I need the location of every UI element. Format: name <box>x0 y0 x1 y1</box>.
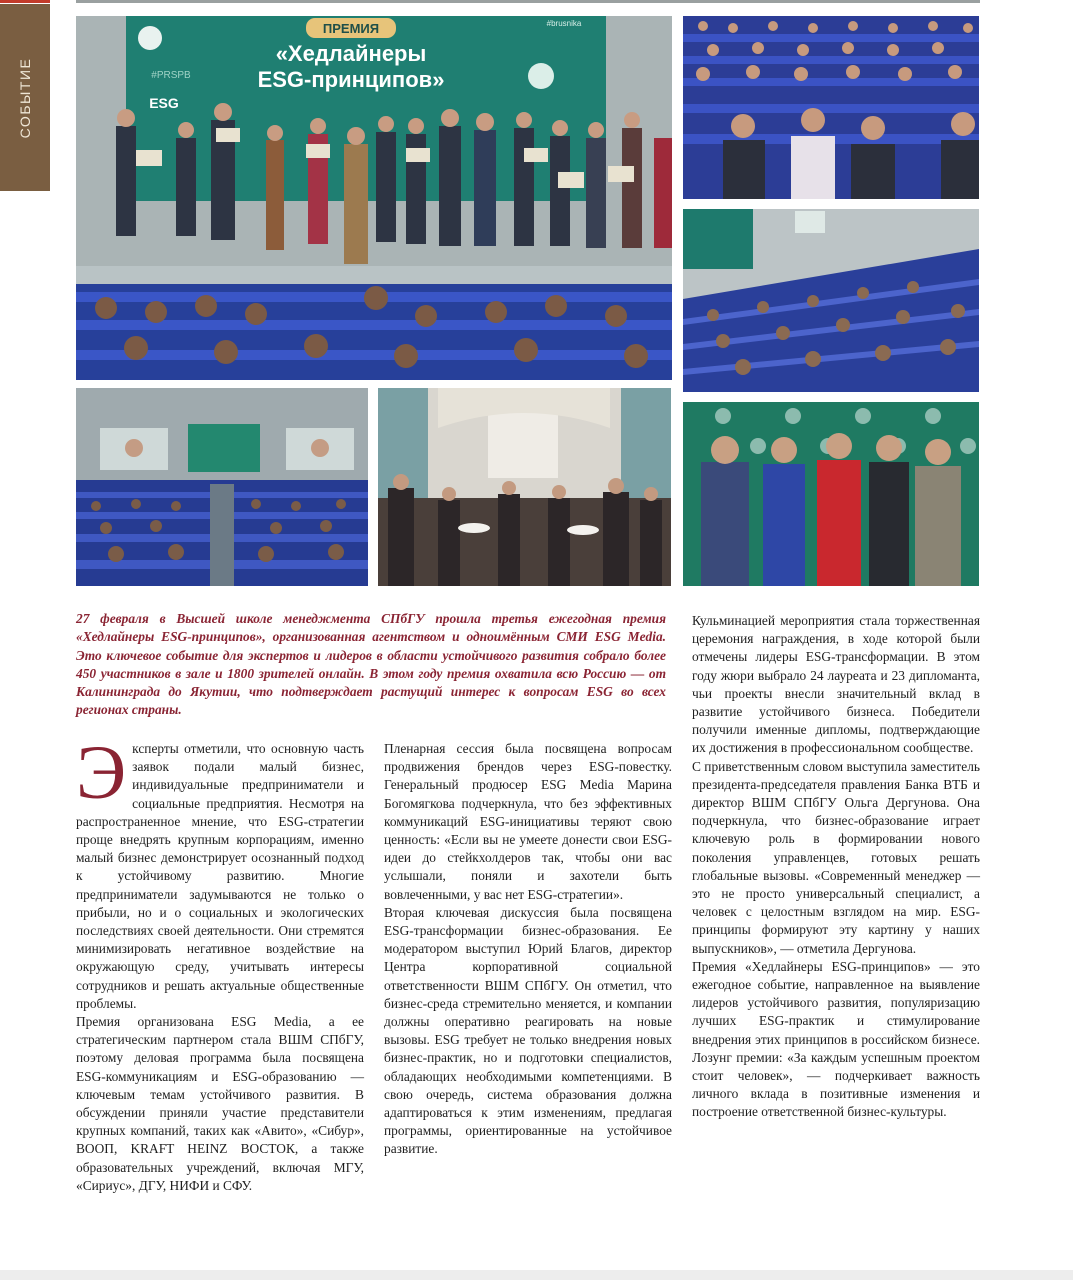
section-tab <box>0 4 50 191</box>
col2-paragraph-2: Вторая ключевая дискуссия была посвящена ESG-трансформации бизнес-образования. Ее модератором выступил Юрий Благов, директор Центра корпоративной социальной ответственности ВШМ СПбГУ. Он отметил, что бизнес-среда стремительно меняется, и компании должны оперативно реагировать на новые вызовы. ESG требует не только внедрения новых бизнес-практик, но и подготовки специалистов, обладающих необходимыми компетенциями. В свою очередь, система образования должна адаптироваться к этим изменениям, предлагая программы, ориентированные на устойчивое развитие. <box>384 904 672 1157</box>
col2-paragraph-1: Пленарная сессия была посвящена вопросам продвижения брендов через ESG-повестку. Генеральный продюсер ESG Media Марина Богомягкова подчеркнула, что без эффективных коммуникаций ESG-инициативы теряют свою ценность: «Если вы не умеете донести свои ESG-идеи до стейкхолдеров так, чтобы они вас услышали, поняли и захотели быть вовлеченными, у вас нет ESG-стратегии». <box>384 741 672 902</box>
col3-paragraph-3: Премия «Хедлайнеры ESG-принципов» — это ежегодное событие, направленное на выявление лидеров устойчивого развития, популяризацию лучших ESG-практик и стимулирование внедрения этих принципов в российском бизнесе. Лозунг премии: «За каждым успешным проектом стоит человек», — подчеркивает важность личного вклада в позитивные изменения и построение ответственной бизнес-культуры. <box>692 958 980 1120</box>
col3-paragraph-1: Кульминацией мероприятия стала торжественная церемония награждения, в ходе которой были отмечены лидеры ESG-трансформации. В этом году жюри выбрало 24 лауреата и 23 дипломанта, чьи проекты внесли значительный вклад в развитие устойчивого бизнеса. Победители получили именные дипломы, подтверждающие их достижения в профессиональном сообществе. <box>692 613 980 756</box>
photo-award-ceremony <box>76 16 672 380</box>
article-column-3 <box>692 612 980 1122</box>
drop-cap: Э <box>76 731 127 815</box>
col3-paragraph-2: С приветственным словом выступила заместитель президента-председателя правления Банка ВТБ и директор ВШМ СПбГУ Ольга Дергунова. Она подчеркнула, что бизнес-образование играет ключевую роль в формировании нового поколения управленцев, готовых решать глобальные вызовы. «Современный менеджер — это не просто универсальный специалист, а человек с целостным взглядом на мир. ESG-принципы формируют эту картину у наших выпускников», — отметила Дергунова. <box>692 758 980 956</box>
article-column-2 <box>384 740 672 1159</box>
banner-title-line2: ESG-принципов» <box>257 67 445 92</box>
photo-group-women <box>683 402 979 586</box>
top-rule <box>76 0 980 3</box>
photo-audience-front <box>683 16 979 199</box>
banner-esg: ESG <box>149 95 179 111</box>
photo-reception-hall <box>378 388 671 586</box>
col1-paragraph-2: Премия организована ESG Media, а ее стратегическим партнером стала ВШМ СПбГУ, поэтому деловая программа была посвящена ESG-коммуникациям и ESG-образованию — ключевым темам устойчивого развития. В обсуждении приняли участие представители крупных компаний, таких как «Авито», «Сибур», ВООП, KRAFT HEINZ ВОСТОК, а также образовательных учреждений, включая МГУ, «Сириус», ДГУ, НИФИ и СФУ. <box>76 1014 364 1193</box>
banner-title-line1: «Хедлайнеры <box>275 41 427 66</box>
photo-hall-screens <box>76 388 368 586</box>
edge-accent <box>0 0 50 3</box>
banner-tag: ПРЕМИЯ <box>322 21 380 36</box>
article-column-1 <box>76 731 364 1195</box>
photo-auditorium-wide <box>683 209 979 392</box>
banner-prspb: #PRSPB <box>151 70 191 81</box>
banner-hashtag: #brusnika <box>546 19 582 28</box>
col1-paragraph-1: ксперты отметили, что основную часть заявок подали малый бизнес, индивидуальные предприниматели и социальные предприятия. Несмотря на распространенное мнение, что ESG-стратегии проще внедрять крупным корпорациям, именно малый бизнес демонстрирует осознанный подход к устойчивому развитию. Многие предприниматели задумываются не только о прибыли, но и о социальных и экологических последствиях своей деятельности. Они стремятся минимизировать негативное воздействие на окружающую среду, учитывать интересы сотрудников и решать актуальные общественные проблемы. <box>76 741 364 1011</box>
lead-paragraph: 27 февраля в Высшей школе менеджмента СПбГУ прошла третья ежегодная премия «Хедлайнеры ESG-принципов», организованная агентством и одноимённым СМИ ESG Media. Это ключевое событие для экспертов и лидеров в области устойчивого развития собрало более 450 участников в зале и 1800 зрителей онлайн. В этом году премия охватила всю Россию — от Калининграда до Якутии, что подтверждает растущий интерес к вопросам ESG во всех регионах страны. <box>76 611 666 718</box>
section-label: СОБЫТИЕ <box>17 57 33 139</box>
page-footer-strip <box>0 1270 1073 1280</box>
